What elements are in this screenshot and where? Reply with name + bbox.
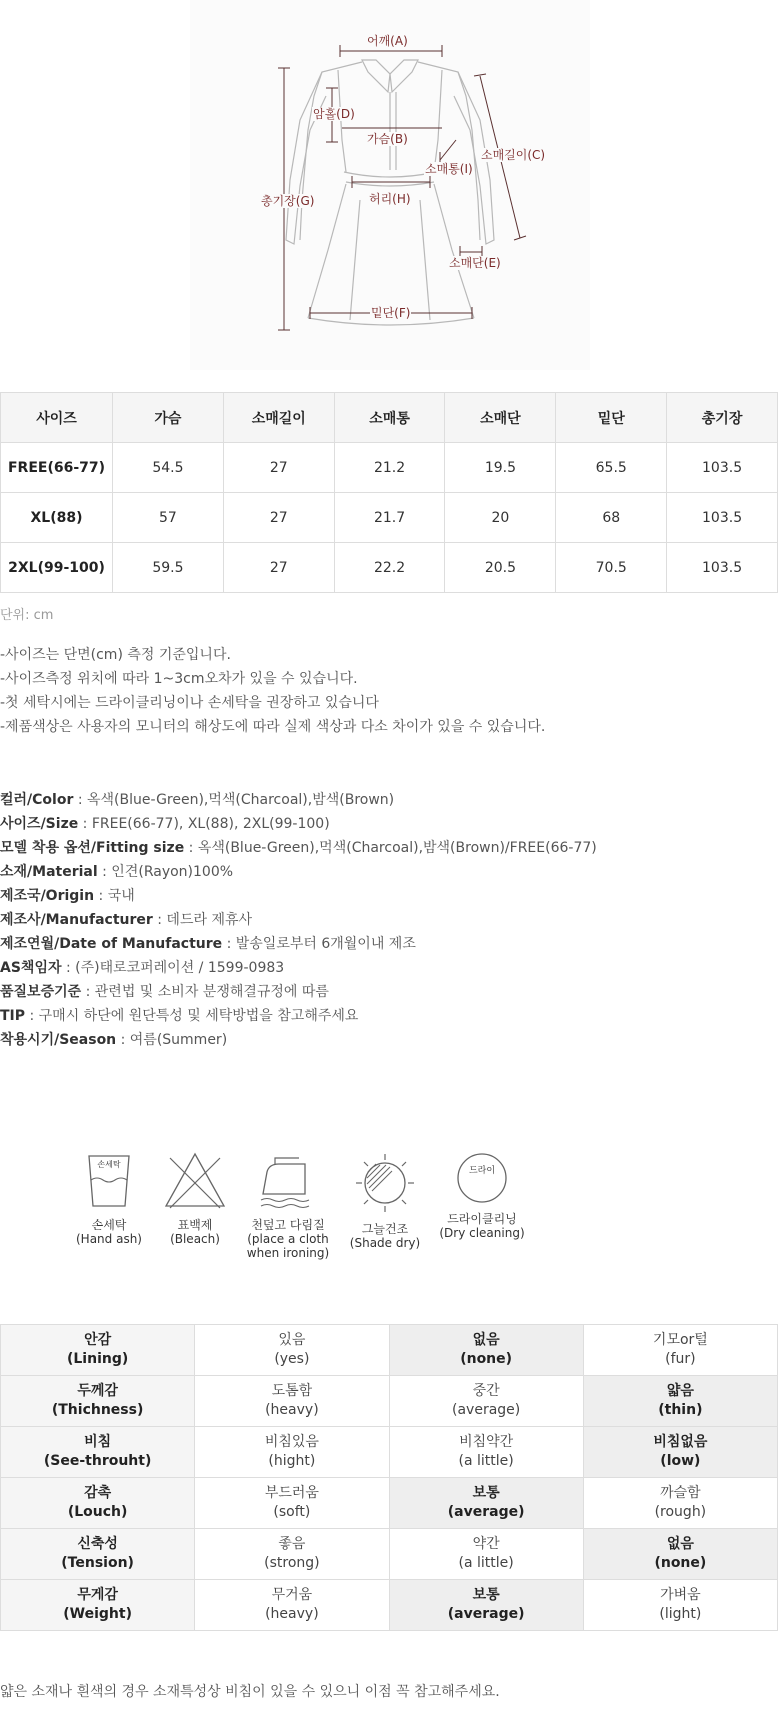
unit-label: 단위: cm: [0, 608, 54, 623]
label-shoulder: 어깨(A): [367, 34, 408, 48]
svg-text:드라이: 드라이: [468, 1166, 496, 1176]
spec-as-contact: AS책임자 : (주)태로코퍼레이션 / 1599-0983: [0, 960, 285, 976]
iron-with-cloth-icon: [255, 1150, 321, 1212]
fabric-property-table: [0, 1324, 778, 1631]
selected-option-cell: 보통 (average): [389, 1580, 583, 1631]
label-sleeve-length: 소매길이(C): [481, 148, 546, 162]
fabric-row-see-through: [1, 1427, 778, 1478]
table-cell: 21.2: [334, 443, 445, 493]
property-name-cell: 신축성 (Tension): [1, 1529, 195, 1580]
table-cell: 65.5: [556, 443, 667, 493]
option-cell: 비침있음 (hight): [195, 1427, 389, 1478]
option-cell: 부드러움 (soft): [195, 1478, 389, 1529]
option-cell: 까슬함 (rough): [583, 1478, 777, 1529]
property-name-cell: 감촉 (Louch): [1, 1478, 195, 1529]
option-cell: 중간 (average): [389, 1376, 583, 1427]
label-chest: 가슴(B): [367, 132, 408, 146]
care-dry-clean: 드라이 드라이클리닝 (Dry cleaning): [432, 1150, 532, 1240]
spec-origin: 제조국/Origin : 국내: [0, 888, 135, 904]
table-cell: 21.7: [334, 493, 445, 543]
selected-option-cell: 비침없음 (low): [583, 1427, 777, 1478]
selected-option-cell: 없음 (none): [389, 1325, 583, 1376]
table-cell: 27: [223, 543, 334, 593]
no-bleach-icon: [162, 1150, 228, 1212]
fabric-row-touch: [1, 1478, 778, 1529]
care-shade-dry: 그늘건조 (Shade dry): [335, 1150, 435, 1250]
spec-size: 사이즈/Size : FREE(66-77), XL(88), 2XL(99-100): [0, 816, 330, 832]
size-name-cell: XL(88): [1, 493, 113, 543]
property-name-cell: 두께감 (Thichness): [1, 1376, 195, 1427]
spec-material: 소재/Material : 인견(Rayon)100%: [0, 864, 234, 880]
table-cell: 103.5: [667, 493, 778, 543]
property-name-cell: 안감 (Lining): [1, 1325, 195, 1376]
option-cell: 좋음 (strong): [195, 1529, 389, 1580]
svg-text:손세탁: 손세탁: [97, 1160, 121, 1169]
care-hand-wash: 손세탁 손세탁 (Hand ash): [59, 1150, 159, 1246]
product-specs: [0, 788, 597, 1052]
label-waist: 허리(H): [369, 192, 411, 206]
label-total-length: 총기장(G): [261, 194, 315, 208]
table-cell: 57: [113, 493, 224, 543]
note-line: -제품색상은 사용자의 모니터의 해상도에 따라 실제 색상과 다소 차이가 있을 수 있습니다.: [0, 719, 546, 735]
option-cell: 있음 (yes): [195, 1325, 389, 1376]
table-cell: 70.5: [556, 543, 667, 593]
selected-option-cell: 얇음 (thin): [583, 1376, 777, 1427]
option-cell: 도톰함 (heavy): [195, 1376, 389, 1427]
option-cell: 비침약간 (a little): [389, 1427, 583, 1478]
dry-clean-icon: [454, 1150, 510, 1206]
label-hem: 밑단(F): [371, 306, 411, 320]
table-cell: 22.2: [334, 543, 445, 593]
fabric-row-lining: [1, 1325, 778, 1376]
table-cell: 20.5: [445, 543, 556, 593]
spec-fitting-size: 모델 착용 옵션/Fitting size : 옥색(Blue-Green),먹색(Charcoal),밤색(Brown)/FREE(66-77): [0, 840, 597, 856]
header-cell: 사이즈: [1, 393, 113, 443]
size-name-cell: 2XL(99-100): [1, 543, 113, 593]
table-cell: 103.5: [667, 443, 778, 493]
table-row: [1, 493, 778, 543]
table-cell: 27: [223, 443, 334, 493]
option-cell: 기모or털 (fur): [583, 1325, 777, 1376]
header-cell: 밑단: [556, 393, 667, 443]
selected-option-cell: 보통 (average): [389, 1478, 583, 1529]
table-cell: 68: [556, 493, 667, 543]
spec-color: 컬러/Color : 옥색(Blue-Green),먹색(Charcoal),밤색(Brown): [0, 792, 395, 808]
care-bleach: 표백제 (Bleach): [145, 1150, 245, 1246]
size-diagram: [190, 0, 590, 370]
header-cell: 소매통: [334, 393, 445, 443]
size-table-header-row: [1, 393, 778, 443]
header-cell: 소매단: [445, 393, 556, 443]
spec-manufacturer: 제조사/Manufacturer : 데드라 제휴사: [0, 912, 253, 928]
table-row: [1, 543, 778, 593]
note-line: -사이즈측정 위치에 따라 1~3cm오차가 있을 수 있습니다.: [0, 671, 358, 687]
table-cell: 59.5: [113, 543, 224, 593]
spec-quality: 품질보증기준 : 관련법 및 소비자 분쟁해결규정에 따름: [0, 984, 329, 1000]
option-cell: 가벼움 (light): [583, 1580, 777, 1631]
shade-dry-icon: [352, 1150, 418, 1216]
fabric-row-weight: [1, 1580, 778, 1631]
selected-option-cell: 없음 (none): [583, 1529, 777, 1580]
note-line: -사이즈는 단면(cm) 측정 기준입니다.: [0, 647, 231, 663]
table-cell: 54.5: [113, 443, 224, 493]
spec-date: 제조연월/Date of Manufacture : 발송일로부터 6개월이내 제조: [0, 936, 416, 952]
option-cell: 무거움 (heavy): [195, 1580, 389, 1631]
fabric-row-thickness: [1, 1376, 778, 1427]
table-cell: 27: [223, 493, 334, 543]
header-cell: 가슴: [113, 393, 224, 443]
size-table: [0, 392, 778, 593]
fabric-row-tension: [1, 1529, 778, 1580]
note-line: -첫 세탁시에는 드라이클리닝이나 손세탁을 권장하고 있습니다: [0, 695, 379, 711]
size-name-cell: FREE(66-77): [1, 443, 113, 493]
property-name-cell: 무게감 (Weight): [1, 1580, 195, 1631]
property-name-cell: 비침 (See-throuht): [1, 1427, 195, 1478]
size-notes: [0, 643, 545, 739]
spec-season: 착용시기/Season : 여름(Summer): [0, 1032, 228, 1048]
table-row: [1, 443, 778, 493]
header-cell: 총기장: [667, 393, 778, 443]
label-sleeve-width: 소매통(I): [425, 162, 473, 176]
see-through-footnote: 얇은 소재나 흰색의 경우 소재특성상 비침이 있을 수 있으니 이점 꼭 참고해주세요.: [0, 1684, 500, 1700]
option-cell: 약간 (a little): [389, 1529, 583, 1580]
hand-wash-basin-icon: [81, 1150, 137, 1212]
label-armhole: 암홀(D): [313, 107, 355, 121]
table-cell: 103.5: [667, 543, 778, 593]
label-cuff: 소매단(E): [449, 256, 501, 270]
table-cell: 20: [445, 493, 556, 543]
header-cell: 소매길이: [223, 393, 334, 443]
spec-tip: TIP : 구매시 하단에 원단특성 및 세탁방법을 참고해주세요: [0, 1008, 359, 1024]
table-cell: 19.5: [445, 443, 556, 493]
care-ironing: 천덮고 다림질 (place a cloth when ironing): [238, 1150, 338, 1260]
